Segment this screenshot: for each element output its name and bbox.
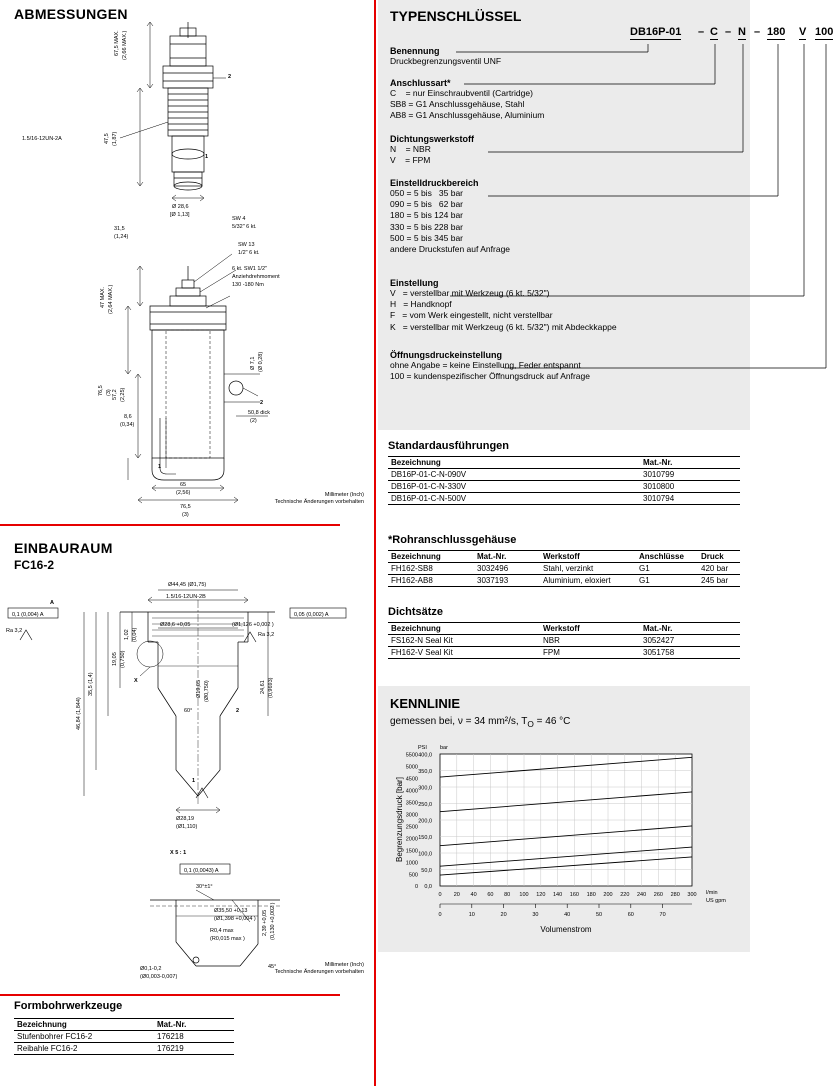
block-einstelldruckbereich-line: 090 = 5 bis 62 bar	[390, 199, 464, 210]
type-code-druckbereich: 180	[767, 26, 786, 38]
page-title-einbauraum: EINBAURAUM	[14, 540, 113, 556]
cell-werkstoff: Aluminium, eloxiert	[540, 575, 636, 587]
svg-text:31,5: 31,5	[114, 226, 125, 232]
svg-text:220: 220	[620, 892, 630, 898]
svg-text:46,84 (1,844): 46,84 (1,844)	[76, 697, 82, 730]
svg-text:60°: 60°	[184, 708, 193, 714]
block-einstelldruckbereich-line: 050 = 5 bis 35 bar	[390, 188, 464, 198]
svg-text:1: 1	[158, 464, 162, 470]
dichtsaetze-table	[388, 622, 740, 659]
svg-text:4500: 4500	[405, 776, 418, 783]
svg-text:Ø 28,6: Ø 28,6	[172, 204, 189, 210]
svg-text:Ø35,50 +0,13: Ø35,50 +0,13	[214, 908, 248, 914]
svg-text:65: 65	[180, 482, 187, 488]
typenschluessel-title: TYPENSCHLÜSSEL	[390, 8, 522, 24]
block-anschlussart-line: SB8 = G1 Anschlussgehäuse, Stahl	[390, 99, 525, 110]
svg-text:20: 20	[453, 892, 460, 898]
svg-text:40: 40	[470, 892, 477, 898]
svg-text:2500: 2500	[405, 824, 418, 831]
cell-matnr: 176218	[154, 1031, 234, 1043]
col-anschluesse: Anschlüsse	[636, 551, 698, 563]
svg-text:1000: 1000	[405, 860, 418, 867]
block-benennung-title: Benennung	[390, 46, 440, 56]
type-code-dash1: –	[698, 26, 705, 38]
svg-text:50,0: 50,0	[421, 868, 432, 874]
svg-text:260: 260	[653, 892, 663, 898]
svg-text:2: 2	[260, 400, 264, 406]
col-matnr: Mat.-Nr.	[474, 551, 540, 563]
table-header-row	[388, 457, 740, 469]
block-dichtungswerkstoff-title: Dichtungswerkstoff	[390, 134, 475, 144]
svg-text:(Ø1,126 +0,002 ): (Ø1,126 +0,002 )	[232, 622, 274, 628]
block-dichtungswerkstoff	[390, 134, 474, 166]
svg-text:Anziehdrehmoment: Anziehdrehmoment	[232, 274, 280, 280]
svg-text:SW 13: SW 13	[238, 242, 255, 248]
type-code-einstellung: V	[799, 26, 807, 38]
svg-text:6 kt. SW1 1/2": 6 kt. SW1 1/2"	[232, 266, 267, 272]
col-bezeichnung: Bezeichnung	[388, 551, 474, 563]
block-einstelldruckbereich-title: Einstelldruckbereich	[390, 178, 479, 188]
table-row	[388, 563, 740, 575]
table-header-row	[14, 1019, 234, 1031]
table-header-row	[388, 623, 740, 635]
col-matnr: Mat.-Nr.	[154, 1019, 234, 1031]
svg-text:(2,25): (2,25)	[120, 387, 126, 402]
einbauraum-subtitle: FC16-2	[14, 558, 55, 572]
block-anschlussart-title: Anschlussart*	[390, 78, 451, 88]
standardausfuehrungen-table	[388, 456, 740, 505]
svg-text:200,0: 200,0	[418, 818, 432, 825]
cell-druck: 420 bar	[698, 563, 740, 575]
col-bezeichnung: Bezeichnung	[14, 1019, 154, 1031]
svg-text:0: 0	[438, 892, 442, 898]
svg-text:(2,56): (2,56)	[176, 490, 191, 496]
cell-anschluesse: G1	[636, 563, 698, 575]
svg-text:200: 200	[603, 892, 613, 898]
kennlinie-title: KENNLINIE	[390, 696, 461, 711]
block-dichtungswerkstoff-line: V = FPM	[390, 155, 431, 166]
svg-text:(0,9693): (0,9693)	[268, 677, 274, 698]
col-bezeichnung: Bezeichnung	[388, 623, 540, 635]
cell-bezeichnung: FH162-V Seal Kit	[388, 647, 540, 659]
svg-text:Ø 7,1: Ø 7,1	[250, 356, 256, 370]
block-einstelldruckbereich-line: 330 = 5 bis 228 bar	[390, 221, 464, 232]
footnote-bottom-line2: Technische Änderungen vorbehalten	[274, 968, 364, 975]
type-code-dash3: –	[754, 26, 761, 38]
svg-text:0,1 (0,0043) A: 0,1 (0,0043) A	[184, 868, 219, 874]
svg-text:(1,87): (1,87)	[112, 131, 118, 146]
svg-text:130 -180 Nm: 130 -180 Nm	[232, 282, 264, 288]
svg-text:1/2" 6 kt.: 1/2" 6 kt.	[238, 250, 260, 256]
footnote-top-line1: Millimeter (Inch)	[324, 492, 364, 498]
block-anschlussart-line: AB8 = G1 Anschlussgehäuse, Aluminium	[390, 110, 545, 121]
svg-text:10: 10	[468, 912, 475, 918]
cell-bezeichnung: DB16P-01-C-N-330V	[388, 481, 640, 493]
svg-text:500: 500	[408, 872, 418, 879]
svg-text:60: 60	[627, 912, 634, 918]
svg-text:35,5 (1,4): 35,5 (1,4)	[88, 672, 94, 696]
svg-text:50: 50	[595, 912, 603, 918]
svg-text:100: 100	[519, 892, 529, 898]
svg-text:47 MAX.: 47 MAX.	[100, 286, 106, 308]
cartridge-valve-drawing	[0, 18, 374, 518]
svg-text:X 5 : 1: X 5 : 1	[170, 850, 187, 856]
rohranschlussgehaeuse-title: *Rohranschlussgehäuse	[388, 534, 517, 546]
cell-matnr: 3051758	[640, 647, 740, 659]
right-column	[378, 0, 833, 1086]
vertical-divider	[374, 0, 376, 1086]
cell-matnr: 3010794	[640, 493, 740, 505]
col-bezeichnung: Bezeichnung	[388, 457, 640, 469]
svg-text:(3): (3)	[182, 512, 189, 518]
svg-text:57,2: 57,2	[112, 389, 118, 400]
table-row	[388, 635, 740, 647]
svg-text:60: 60	[487, 892, 494, 898]
svg-text:0: 0	[414, 884, 418, 890]
svg-text:280: 280	[670, 892, 680, 898]
svg-text:Ø44,45 (Ø1,75): Ø44,45 (Ø1,75)	[168, 582, 207, 588]
svg-text:(2): (2)	[250, 418, 257, 424]
svg-text:(0,34): (0,34)	[120, 422, 135, 428]
svg-text:X: X	[134, 678, 138, 684]
svg-text:(2,66 MAX.): (2,66 MAX.)	[122, 30, 128, 60]
cell-matnr: 3032496	[474, 563, 540, 575]
svg-text:(Ø1,110): (Ø1,110)	[176, 824, 198, 830]
svg-text:3500: 3500	[405, 800, 418, 807]
svg-text:4000: 4000	[405, 788, 418, 795]
kennlinie-subtitle-part2: = 46 °C	[533, 716, 571, 727]
table-row	[388, 469, 740, 481]
footnote-bottom-line1: Millimeter (Inch)	[324, 962, 364, 968]
footnote-top	[234, 492, 364, 506]
svg-text:45°: 45°	[268, 964, 277, 970]
svg-text:0,1 (0,004) A: 0,1 (0,004) A	[12, 612, 44, 618]
svg-text:100,0: 100,0	[418, 851, 432, 858]
svg-text:300,0: 300,0	[418, 785, 432, 792]
block-benennung	[390, 46, 501, 67]
svg-text:47,5: 47,5	[104, 133, 110, 144]
svg-text:3000: 3000	[405, 812, 418, 819]
svg-text:80: 80	[504, 892, 511, 898]
table-row	[388, 481, 740, 493]
table-row	[14, 1031, 234, 1043]
svg-text:24,61: 24,61	[260, 680, 266, 694]
dichtsaetze-title: Dichtsätze	[388, 606, 444, 618]
svg-text:US gpm: US gpm	[706, 898, 726, 904]
block-einstelldruckbereich-line: andere Druckstufen auf Anfrage	[390, 244, 511, 255]
left-column	[0, 0, 374, 1086]
cell-bezeichnung: FS162-N Seal Kit	[388, 635, 540, 647]
svg-text:40: 40	[564, 912, 571, 918]
svg-text:(0,750): (0,750)	[120, 650, 126, 668]
svg-text:19,05: 19,05	[112, 652, 118, 666]
col-werkstoff: Werkstoff	[540, 623, 640, 635]
cell-bezeichnung: Reibahle FC16-2	[14, 1043, 154, 1055]
standardausfuehrungen-title: Standardausführungen	[388, 440, 510, 452]
cell-druck: 245 bar	[698, 575, 740, 587]
svg-text:(0,130 +0,002 ): (0,130 +0,002 )	[270, 902, 276, 940]
svg-text:140: 140	[553, 892, 563, 898]
page-title-abmessungen: ABMESSUNGEN	[14, 6, 128, 22]
cell-anschluesse: G1	[636, 575, 698, 587]
cell-bezeichnung: DB16P-01-C-N-090V	[388, 469, 640, 481]
svg-text:Ø28,19: Ø28,19	[176, 816, 195, 822]
svg-text:l/min: l/min	[706, 890, 718, 896]
block-oeffnungsdruck-line: ohne Angabe = keine Einstellung, Feder entspannt	[390, 360, 581, 370]
svg-text:150,0: 150,0	[418, 835, 432, 841]
svg-text:8,6: 8,6	[124, 414, 132, 420]
block-oeffnungsdruck-line: 100 = kundenspezifischer Öffnungsdruck auf Anfrage	[390, 371, 590, 382]
svg-text:120: 120	[536, 892, 546, 898]
svg-text:Volumenstrom: Volumenstrom	[540, 925, 592, 934]
svg-text:0,0: 0,0	[424, 884, 432, 890]
block-einstellung-line: H = Handknopf	[390, 299, 452, 310]
svg-text:350,0: 350,0	[418, 769, 432, 775]
block-einstellung	[390, 278, 617, 333]
svg-text:Ra 3,2: Ra 3,2	[258, 632, 275, 638]
svg-text:1.5/16-12UN-2B: 1.5/16-12UN-2B	[166, 594, 206, 600]
svg-text:180: 180	[586, 892, 596, 898]
svg-text:240: 240	[637, 892, 647, 898]
block-oeffnungsdruckeinstellung	[390, 350, 590, 382]
cell-matnr: 3010799	[640, 469, 740, 481]
table-row	[388, 647, 740, 659]
svg-text:0,05 (0,002) A: 0,05 (0,002) A	[294, 612, 329, 618]
svg-text:2,39 +0,05: 2,39 +0,05	[262, 909, 268, 936]
svg-text:Ra 3,2: Ra 3,2	[6, 628, 23, 634]
type-code-anschlussart: C	[710, 26, 718, 38]
svg-text:(Ø1,398 +0,004 ): (Ø1,398 +0,004 )	[214, 916, 256, 922]
cell-matnr: 176219	[154, 1043, 234, 1055]
kennlinie-subtitle-part1: gemessen bei, ν = 34 mm²/s, T	[390, 716, 528, 727]
svg-text:PSI: PSI	[418, 745, 427, 751]
svg-text:300: 300	[687, 892, 697, 898]
svg-text:1: 1	[205, 154, 209, 160]
formbohrwerkzeuge-title: Formbohrwerkzeuge	[14, 1000, 123, 1012]
svg-text:(Ø0,750): (Ø0,750)	[204, 680, 210, 702]
svg-text:70: 70	[659, 912, 666, 918]
block-anschlussart	[390, 78, 544, 122]
cell-bezeichnung: DB16P-01-C-N-500V	[388, 493, 640, 505]
table-row	[388, 575, 740, 587]
block-benennung-line: Druckbegrenzungsventil UNF	[390, 56, 502, 66]
svg-text:30: 30	[532, 912, 539, 918]
cell-matnr: 3052427	[640, 635, 740, 647]
svg-text:bar: bar	[440, 745, 448, 751]
svg-text:(Ø0,003-0,007): (Ø0,003-0,007)	[140, 974, 178, 980]
cell-matnr: 3010800	[640, 481, 740, 493]
svg-text:Ø28,6 +0,05: Ø28,6 +0,05	[160, 622, 191, 628]
svg-text:50,8 dick: 50,8 dick	[248, 410, 271, 416]
block-einstellung-title: Einstellung	[390, 278, 439, 288]
rohranschlussgehaeuse-table	[388, 550, 740, 587]
block-einstelldruckbereich	[390, 178, 510, 255]
svg-text:(R0,015 max ): (R0,015 max )	[210, 936, 245, 942]
svg-text:5500: 5500	[405, 752, 418, 759]
type-code-dichtung: N	[738, 26, 746, 38]
type-code-base: DB16P-01	[630, 26, 682, 38]
svg-text:Ø19,05: Ø19,05	[196, 679, 202, 698]
table-header-row	[388, 551, 740, 563]
block-oeffnungsdruck-title: Öffnungsdruckeinstellung	[390, 350, 503, 360]
block-einstellung-line: K = verstellbar mit Werkzeug (6 kt. 5/32") mit Abdeckkappe	[390, 321, 617, 332]
svg-text:(1,24): (1,24)	[114, 234, 129, 240]
svg-text:1.5/16-12UN-2A: 1.5/16-12UN-2A	[22, 136, 62, 142]
col-matnr: Mat.-Nr.	[640, 457, 740, 469]
footnote-top-line2: Technische Änderungen vorbehalten	[274, 498, 364, 505]
svg-text:30°±1°: 30°±1°	[196, 884, 213, 890]
block-anschlussart-line: C = nur Einschraubventil (Cartridge)	[390, 88, 533, 98]
col-werkstoff: Werkstoff	[540, 551, 636, 563]
svg-text:250,0: 250,0	[418, 802, 432, 808]
block-dichtungswerkstoff-line: N = NBR	[390, 144, 431, 154]
svg-text:2: 2	[228, 74, 232, 80]
svg-text:2000: 2000	[405, 836, 418, 843]
kennlinie-subtitle	[390, 716, 570, 729]
svg-text:1: 1	[192, 778, 196, 784]
block-einstelldruckbereich-line: 180 = 5 bis 124 bar	[390, 210, 464, 221]
cell-matnr: 3037193	[474, 575, 540, 587]
svg-text:Ø0,1-0,2: Ø0,1-0,2	[140, 966, 162, 972]
svg-text:67,5 MAX.: 67,5 MAX.	[114, 30, 120, 56]
type-code-oeffnungsdruck: 100	[815, 26, 833, 38]
cell-werkstoff: Stahl, verzinkt	[540, 563, 636, 575]
svg-text:160: 160	[569, 892, 579, 898]
footnote-bottom	[234, 962, 364, 976]
block-einstellung-line: V = verstellbar mit Werkzeug (6 kt. 5/32")	[390, 288, 550, 298]
svg-text:400,0: 400,0	[418, 752, 432, 759]
svg-text:1,02: 1,02	[124, 629, 130, 640]
svg-text:5000: 5000	[405, 764, 418, 771]
col-druck: Druck	[698, 551, 740, 563]
block-einstellung-line: F = vom Werk eingestellt, nicht verstellbar	[390, 310, 553, 321]
cell-werkstoff: FPM	[540, 647, 640, 659]
svg-text:A: A	[50, 600, 54, 606]
cavity-drawing	[0, 570, 374, 995]
formbohrwerkzeuge-table	[14, 1018, 234, 1055]
svg-text:(0,04): (0,04)	[132, 627, 138, 642]
svg-text:(Ø 0,28): (Ø 0,28)	[258, 351, 264, 372]
svg-text:(2,64 MAX.): (2,64 MAX.)	[108, 284, 114, 314]
table-row	[14, 1043, 234, 1055]
svg-text:1500: 1500	[405, 848, 418, 855]
cell-bezeichnung: FH162-SB8	[388, 563, 474, 575]
svg-text:[Ø 1,13]: [Ø 1,13]	[170, 212, 190, 218]
cell-werkstoff: NBR	[540, 635, 640, 647]
svg-text:20: 20	[500, 912, 507, 918]
svg-text:5/32" 6 kt.: 5/32" 6 kt.	[232, 224, 257, 230]
svg-text:0: 0	[438, 912, 442, 918]
svg-text:2: 2	[236, 708, 240, 714]
cell-bezeichnung: FH162-AB8	[388, 575, 474, 587]
cell-bezeichnung: Stufenbohrer FC16-2	[14, 1031, 154, 1043]
table-row	[388, 493, 740, 505]
type-code-dash2: –	[725, 26, 732, 38]
svg-text:SW 4: SW 4	[232, 216, 246, 222]
kennlinie-subtitle-sub: O	[527, 719, 534, 729]
kennlinie-chart	[388, 732, 740, 942]
svg-text:Begrenzungsdruck [bar]: Begrenzungsdruck [bar]	[395, 777, 404, 862]
block-einstelldruckbereich-line: 500 = 5 bis 345 bar	[390, 232, 464, 243]
svg-text:76,5: 76,5	[98, 385, 104, 396]
svg-text:(3): (3)	[106, 389, 112, 396]
svg-text:76,5: 76,5	[180, 504, 191, 510]
col-matnr: Mat.-Nr.	[640, 623, 740, 635]
svg-text:R0,4 max: R0,4 max	[210, 928, 234, 934]
